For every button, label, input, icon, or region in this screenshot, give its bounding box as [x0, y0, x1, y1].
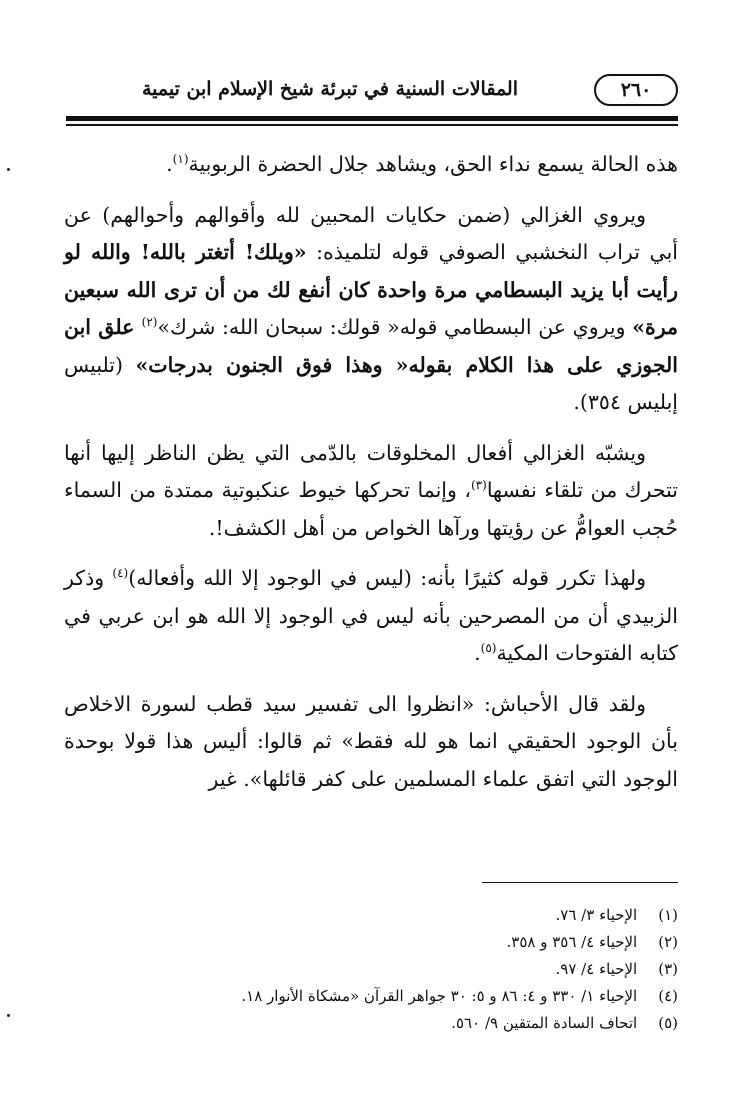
paragraph-5 [64, 686, 678, 799]
p2-quote-bold: «ويلك! أتغتر بالله! والله لو رأيت أبا يزيد البسطامي مرة واحدة كان أنفع لك من أن ترى الله سبعين مرة» [64, 240, 678, 339]
paragraph-2 [64, 197, 678, 422]
p4-text-a: ولهذا تكرر قوله كثيرًا بأنه: (ليس في الوجود إلا الله وأفعاله) [128, 566, 646, 590]
p4-end: . [474, 641, 481, 665]
footnote-text: اتحاف السادة المتقين ٩/ ٥٦٠. [451, 1014, 638, 1032]
footnote-1 [64, 902, 678, 929]
footnote-2 [64, 929, 678, 956]
p2-ibn-jawzi-bold: علق ابن الجوزي على هذا الكلام بقوله« وهذا فوق الجنون بدرجات» [64, 315, 678, 377]
footnotes [64, 902, 678, 1037]
p5-text: ولقد قال الأحباش: «انظروا الى تفسير سيد قطب لسورة الاخلاص بأن الوجود الحقيقي انما هو لله فقط» ثم قالوا: أليس هذا قولا بوحدة الوجود التي اتفق علماء المسلمين على كفر قائلها». غير [64, 691, 678, 791]
footnote-ref-3: (٣) [470, 478, 487, 493]
p4-text-b: وذكر الزبيدي أن من المصرحين بأنه ليس في الوجود إلا الله هو ابن عربي في كتابه الفتوحات المكية [64, 566, 678, 665]
p1-end: . [166, 152, 173, 176]
footnote-text: الإحياء ٣/ ٧٦. [555, 906, 638, 924]
page-number: ٢٦٠ [594, 74, 678, 106]
footnote-number: (٣) [658, 960, 678, 978]
p2-text-c: ويروي عن البسطامي قوله« قولك: سبحان الله: شرك» [157, 315, 633, 339]
paragraph-4 [64, 560, 678, 673]
footnote-ref-5: (٥) [480, 641, 497, 656]
footnote-5 [64, 1010, 678, 1037]
footnote-number: (٥) [658, 1014, 678, 1032]
p3-text-a: ويشبّه الغزالي أفعال المخلوقات بالدّمى التي يظن الناظر إليها أنها تتحرك من تلقاء نفسها [64, 440, 678, 502]
page-header [66, 68, 678, 114]
p2-citation: (تلبيس إبليس ٣٥٤). [64, 352, 678, 414]
scan-speck [7, 1014, 10, 1017]
p3-text-b: ، وإنما تحركها خيوط عنكبوتية ممتدة من السماء حُجب العوامُّ عن رؤيتها ورآها الخواص من أهل الكشف!. [64, 478, 678, 540]
footnote-text: الإحياء ٤/ ٣٥٦ و ٣٥٨. [506, 933, 638, 951]
footnote-3 [64, 956, 678, 983]
paragraph-3 [64, 435, 678, 548]
header-rule-thick [66, 116, 678, 121]
main-text [64, 146, 678, 811]
footnote-text: الإحياء ١/ ٣٣٠ و ٤: ٨٦ و ٥: ٣٠ جواهر القرآن «مشكاة الأنوار ١٨. [241, 987, 638, 1005]
p2-text-a: ويروي الغزالي (ضمن حكايات المحبين لله وأقوالهم وأحوالهم) عن أبي تراب النخشبي الصوفي قوله لتلميذه: [64, 202, 678, 264]
footnote-separator [482, 882, 678, 883]
paragraph-1 [64, 146, 678, 184]
footnote-number: (١) [658, 906, 678, 924]
running-title: المقالات السنية في تبرئة شيخ الإسلام ابن تيمية [141, 78, 518, 100]
footnote-4 [64, 983, 678, 1010]
footnote-ref-4: (٤) [112, 566, 129, 581]
footnote-number: (٢) [658, 933, 678, 951]
p1-text: هذه الحالة يسمع نداء الحق، ويشاهد جلال الحضرة الربوبية [188, 152, 678, 176]
footnote-ref-1: (١) [172, 152, 189, 167]
footnote-text: الإحياء ٤/ ٩٧. [555, 960, 638, 978]
footnote-ref-2: (٢) [141, 315, 158, 330]
header-rule-thin [66, 124, 678, 126]
scan-speck [7, 168, 10, 171]
footnote-number: (٤) [658, 987, 678, 1005]
